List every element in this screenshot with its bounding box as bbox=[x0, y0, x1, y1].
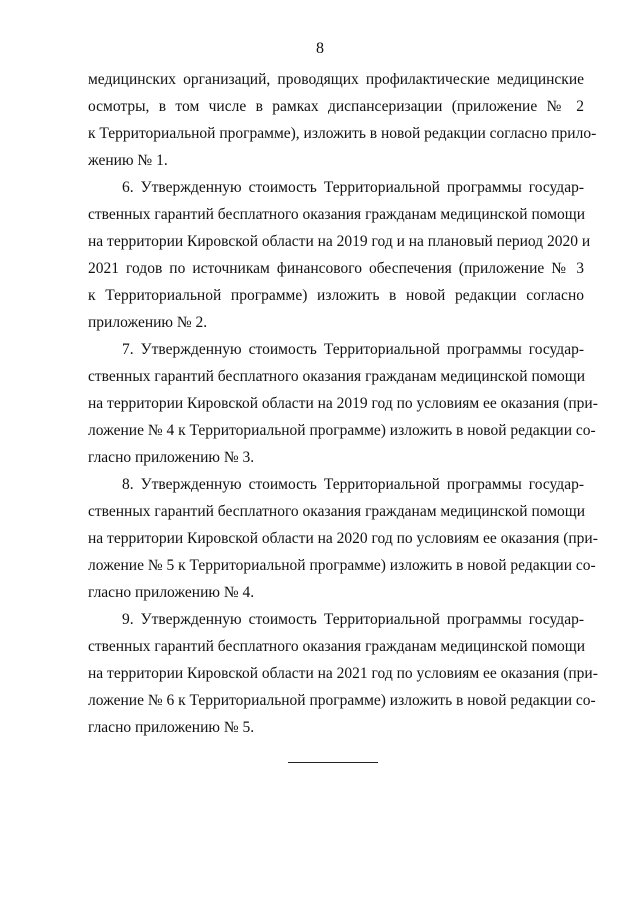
text-line: ложение № 4 к Территориальной программе) изложить в новой редакции со- bbox=[88, 422, 596, 439]
text-line: на территории Кировской области на 2019 год по условиям ее оказания (при- bbox=[88, 395, 598, 412]
text-line: на территории Кировской области на 2019 год и на плановый период 2020 и bbox=[88, 233, 591, 250]
page-number: 8 bbox=[316, 40, 324, 57]
text-line: к Территориальной программе) изложить в новой редакции согласно bbox=[88, 287, 584, 304]
end-divider bbox=[288, 762, 378, 763]
text-line: к Территориальной программе), изложить в новой редакции согласно прило- bbox=[88, 125, 597, 142]
text-line: ственных гарантий бесплатного оказания гражданам медицинской помощи bbox=[88, 503, 586, 520]
text-line: ственных гарантий бесплатного оказания гражданам медицинской помощи bbox=[88, 368, 586, 385]
text-line: гласно приложению № 5. bbox=[88, 719, 255, 736]
text-line: на территории Кировской области на 2020 год по условиям ее оказания (при- bbox=[88, 530, 598, 547]
text-line: 2021 годов по источникам финансового обеспечения (приложение № 3 bbox=[88, 260, 584, 277]
paragraph-9-first-line: 9. Утвержденную стоимость Территориальной программы государ- bbox=[122, 611, 584, 628]
text-line: ложение № 6 к Территориальной программе) изложить в новой редакции со- bbox=[88, 692, 596, 709]
text-line: приложению № 2. bbox=[88, 314, 208, 331]
text-line: на территории Кировской области на 2021 год по условиям ее оказания (при- bbox=[88, 665, 598, 682]
paragraph-7-first-line: 7. Утвержденную стоимость Территориальной программы государ- bbox=[122, 341, 584, 358]
text-line: ственных гарантий бесплатного оказания гражданам медицинской помощи bbox=[88, 206, 586, 223]
text-line: ложение № 5 к Территориальной программе) изложить в новой редакции со- bbox=[88, 557, 596, 574]
text-line: гласно приложению № 4. bbox=[88, 584, 255, 601]
paragraph-8-first-line: 8. Утвержденную стоимость Территориальной программы государ- bbox=[122, 476, 584, 493]
paragraph-6-first-line: 6. Утвержденную стоимость Территориальной программы государ- bbox=[122, 179, 584, 196]
text-line: ственных гарантий бесплатного оказания гражданам медицинской помощи bbox=[88, 638, 586, 655]
text-line: осмотры, в том числе в рамках диспансеризации (приложение № 2 bbox=[88, 98, 584, 115]
text-line: жению № 1. bbox=[88, 152, 168, 169]
text-line: гласно приложению № 3. bbox=[88, 449, 255, 466]
text-line: медицинских организаций, проводящих профилактические медицинские bbox=[88, 71, 584, 88]
